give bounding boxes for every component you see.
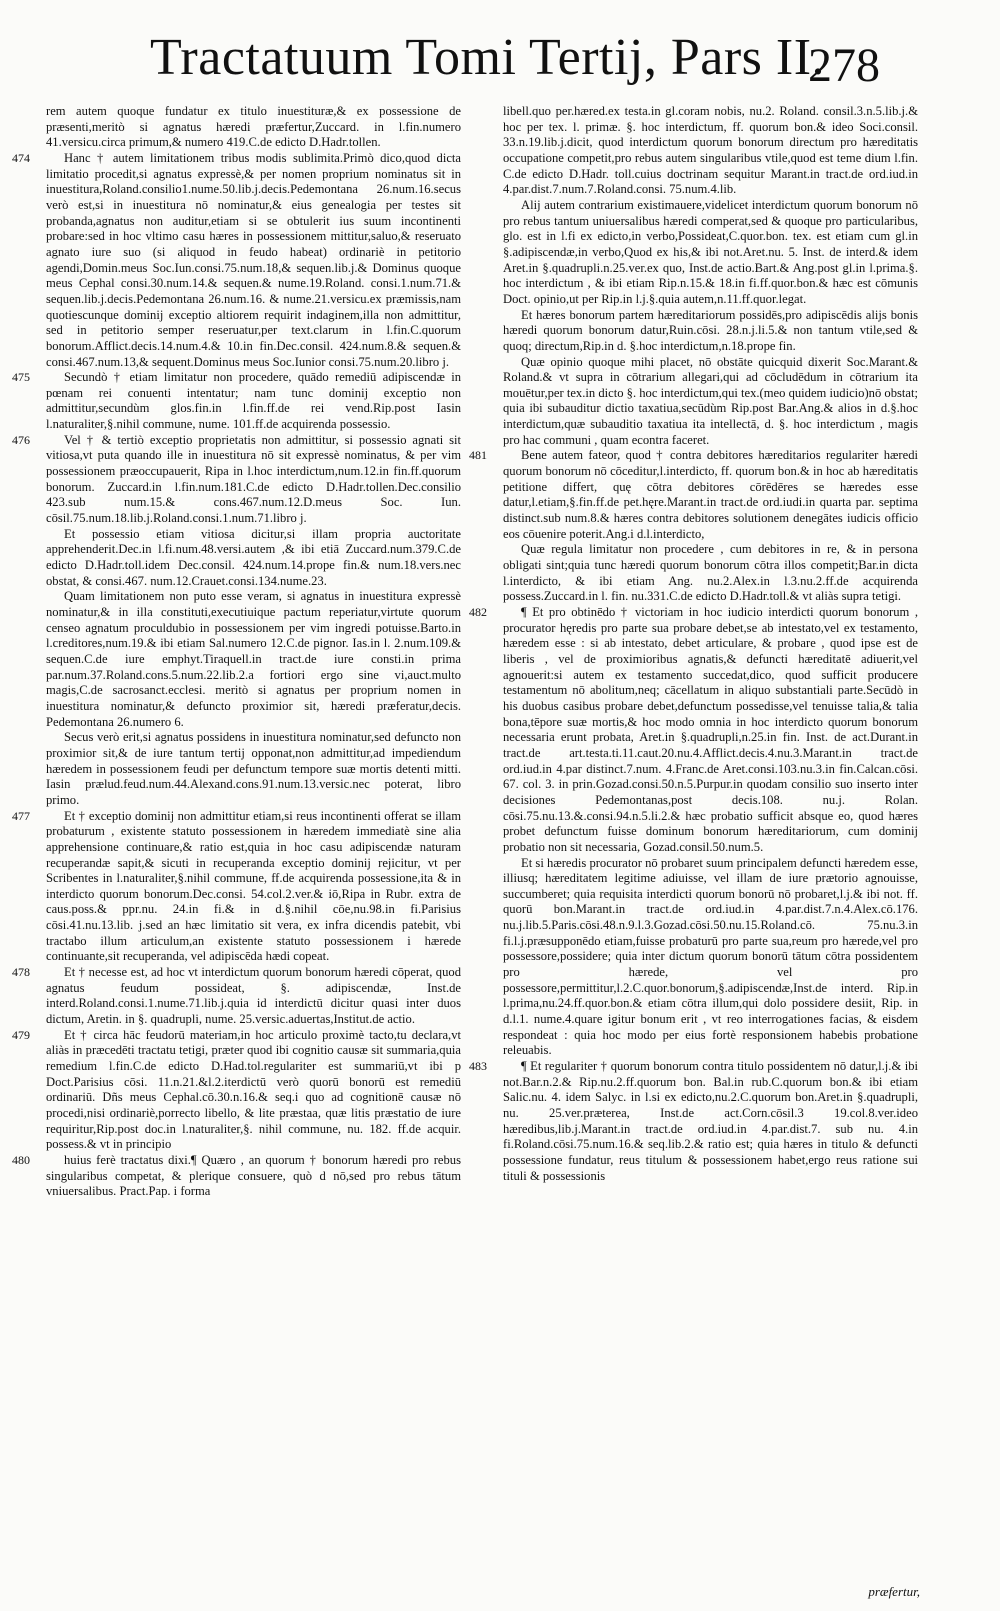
paragraph-text: Et † circa hāc feudorū materiam,in hoc articulo proximè tacto,tu declara,vt aliàs in præcedēti tractatu tetigi, præter quod ibi cognitio causæ sit summaria,quia remedium l.fin.C.de edicto D.Had.tol.regulariter est summariū,vt ibi p Doct.Parisius cōsi. 11.n.21.&l.2.iterdictū verò quorū bonorū est remediū ordinariū. Dñs meus Cephal.cō.30.n.16.& seq.i quo ad cognitionē causæ nō procedi,nisi ordinariè,porrecto libello, & lite præstaa, quæ litis præstatio de iure requiritur,Rip.post doc.in l.naturaliter,§. nihil commune, nu. 182. ff.de acquir. possess.& vt in principio: [46, 1027, 461, 1152]
margin-number: 481: [469, 448, 487, 463]
paragraph-text: Alij autem contrarium existimauere,videlicet interdictum quorum bonorum nō pro rebus tantum uniuersalibus hæredi comperat,sed & quoque pro particularibus, glo. est in l.fi ex edicto,in verbo,Possideat,C.quor.bon. tex. est etiam cum gl.in §.adipiscendæ,in verbo,Quod ex his,& ibi not.Aret.nu. 5. Inst. de interd.& idem Aret.in §.quadrupli.n.25.ver.ex quo, Inst.de actio.Bart.& Ang.post gl.in l.prima.§. hoc interdictum , & ibi etiam Rip.n.15.& 18.in fi.ff.quor.bon.& hæc est cōmunis Doct. opinio,ut per Rip.in l.j.§.quia autem,n.11.ff.quor.legat.: [503, 197, 918, 306]
paragraph-text: rem autem quoque fundatur ex titulo inuestituræ,& ex possessione de præsenti,meritò si agnatus hæredi præfertur,Zuccard. in l.fin.numero 41.versicu.circa primum,& numero 419.C.de edicto D.Hadr.tollen.: [46, 104, 461, 150]
paragraph-text: huius ferè tractatus dixi.¶ Quæro , an quorum † bonorum hæredi pro rebus singularibus competat, & plerique consuere, quò d nō,sed pro rebus tātum vniuersalibus. Pract.Pap. i forma: [46, 1152, 461, 1199]
paragraph-text: Hanc † autem limitationem tribus modis sublimita.Primò dico,quod dicta limitatio procedit,si agnatus expressè,& per nomen proprium nominatus sit in inuestitura,Roland.consilio1.nume.50.lib.j.decis.Pedemontana 26.num.16.secus verò est,si in inuestitura nō nominatur,& eius genealogia per testes sit probanda,agnatus non auditur,etiam si se obtulerit ius suum incontinenti probare:sed in hoc vltimo casu hæres in possessionem mittitur,saluo,& reseruato agnato iure suo (si aliquod in feudo habeat) ordinariè in petitorio agendi,Domin.meus Soc.Iun.consi.75.num.18,& sequen.lib.j.& Dominus quoque meus Cephal consi.30.num.14.& sequen.& nume.19.Roland. consi.1.num.71.& sequen.lib.j.decis.Pedemontana 26.num.16. & nume.21.versicu.ex præmissis,nam quotiescunque dominij exceptio altiorem requirit indaginem,illa non admittitur, sed in petitorio semper reseruatur,per text.clarum in l.fin.C.quorum bonorum.Afflict.decis.14.num.4.& 10.in fin.Dec.consil. 424.num.8.& sequen.& consi.467.num.13,& sequent.Dominus meus Soc.Iunior consi.75.num.20.libro j.: [46, 150, 461, 369]
paragraph-text: Bene autem fateor, quod † contra debitores hæreditarios regulariter hæredi quorum bonorum nō cōceditur,l.interdicto, ff. quorum bon.& in hoc ab hæreditatis petitione differt, quę cōtra debitores cōrēdēres se hæredes esse datur,l.etiam,§.fin.ff.de pet.hęre.Marant.in tract.de ord.iudi.in quarta par. septima distinct.sub num.8.& hæres contra debitores solutionem denegātes iudicis officio eos cōuenire poterit.Ang.i d.l.interdicto,: [503, 448, 918, 541]
paragraph-text: Quæ regula limitatur non procedere , cum debitores in re, & in persona obligati sint;quia tunc hæredi quorum bonorum cōtra illos competit;Bar.in dicta l.interdicto, & ibi etiam Ang. nu.2.Alex.in l.3.nu.2.ff.de acquirenda possess.Zuccard.in l. fin. nu.331.C.de edicto D.Hadr.toll.& vt aliàs supra tetigi.: [503, 542, 918, 604]
paragraph: [503, 355, 918, 449]
paragraph: [503, 308, 918, 355]
margin-number: 483: [469, 1059, 487, 1074]
paragraph: [503, 104, 918, 198]
paragraph-text: Et † exceptio dominij non admittitur etiam,si reus incontinenti offerat se illam probaturum , existente statuto possessionem in hæredem immediatè sine alia apprehensione continuare,& ratio est,quia in hoc casu adipiscendæ naturam recuperandæ sapit,& sicuti in recuperanda exceptio dominij rejicitur, vt per Scribentes in l.naturaliter,§.nihil commune, ff.de acquirenda possessione,ita & in interdicto quorum bonorum.Dec.consi. 54.col.2.ver.& iō,Ripa in Rubr. extra de caus.poss.& ppr.nu. 24.in fi.& in d.§.nihil cōe,nu.98.in fi.Parisius cōsi.41.nu.13.lib. j.sed an hæc limitatio sit vera, ex infra dicendis patebit, vbi tractabo illum articulum,an existente statuto possessionem i hærede continuante,sit recuperanda, vel adipiscēda hædi copeat.: [46, 808, 461, 964]
paragraph-text: Et hæres bonorum partem hæreditariorum possidēs,pro adipiscēdis alijs bonis hæredi quorum bonorum datur,Ruin.cōsi. 28.n.j.li.5.& non tantum vtile,sed & quoq; directum,Rip.in d. §.hoc interdictum,n.18.prope fin.: [503, 307, 918, 353]
margin-number: 475: [12, 370, 30, 385]
left-column: [12, 104, 461, 1200]
margin-number: 478: [12, 965, 30, 980]
paragraph: [12, 808, 461, 966]
margin-number: 480: [12, 1152, 30, 1167]
paragraph-text: Et possessio etiam vitiosa dicitur,si illam propria auctoritate apprehenderit.Dec.in l.fi.num.48.versi.autem ,& ibi etiā Zuccard.num.379.C.de edicto D.Hadr.toll.idem Dec.consil. 424.num.14.prope fin.& num.18.vers.nec obstat, & consi.467. num.12.Crauet.consi.134.nume.23.: [46, 526, 461, 588]
right-column: [469, 104, 918, 1184]
paragraph: [12, 150, 461, 370]
paragraph: [503, 542, 918, 605]
paragraph: [46, 104, 461, 151]
paragraph: [469, 605, 918, 856]
paragraph: [46, 527, 461, 590]
paragraph: [12, 1152, 461, 1200]
margin-number: 474: [12, 150, 30, 165]
paragraph: [12, 370, 461, 433]
page-header: [0, 28, 1000, 108]
paragraph: [12, 1027, 461, 1153]
running-title: Tractatuum Tomi Tertij, Pars II.: [150, 29, 826, 86]
paragraph-text: ¶ Et pro obtinēdo † victoriam in hoc iudicio interdicti quorum bonorum , procurator hęredis pro parte sua probare debet,se ab intestato,vel ex testamento, hæredem esse : si ab intestato, debet articulare, & probare , quod ipse est de liberis , vel de proximioribus agnatis,& defuncti hæreditatē adiuerit,vel agnouerit:si autem ex testamento succedat,dico, quod sufficit producere testamentum nō abolitum,neq; cācellatum in aliquo substantiali parte.Secūdò in his duobus casibus probare debet,defunctum possedisse,vel tenuisse talia,& talia bona,tēpore suæ mortis,& hoc modo omnia in hoc interdicto quorum bonorum necessaria erunt probata, Aret.in §.quadrupli,n.25.in fin. Inst. de act.Durant.in tract.de art.testa.ti.11.caut.20.nu.4.Afflict.decis.4.nu.3.Marant.in tract.de ord.iud.in 4.par distinct.7.num. 4.Franc.de Aret.consi.103.nu.3.in fin.Calcan.cōsi. 67. col. 3. in prin.Gozad.consi.50.n.5.Purpur.in quodam consilio suo inserto inter decisiones Pedemontanas,post decis.108. nu.j. Rolan. cōsi.75.nu.13.&.consi.94.n.5.li.2.& hæc probatio sufficit absque eo, quod hæres probet defunctum fuisse dominum bonorum hæreditariorum, cum dominij probatio non sit necessaria, Gozad.consil.50.num.5.: [503, 605, 918, 854]
folio-number: 278: [808, 39, 880, 92]
paragraph: [469, 448, 918, 542]
paragraph: [46, 730, 461, 808]
margin-number: 477: [12, 808, 30, 823]
paragraph: [12, 965, 461, 1028]
paragraph: [46, 589, 461, 730]
margin-number: 476: [12, 432, 30, 447]
paragraph-text: ¶ Et regulariter † quorum bonorum contra titulo possidentem nō datur,l.j.& ibi not.Bar.n.2.& Rip.nu.2.ff.quorum bon. Bal.in rub.C.quorum bon.& ibi etiam Salic.nu. 4. idem Salyc. in l.si ex edicto,nu.2.C.quorum bon.Aret.in §.quadrupli, nu. 25.ver.præterea, Inst.de act.Corn.cōsil.3 19.col.8.ver.ideo hæredibus,lib.j.Marant.in tract.de ord.iud.in 4.par.dist.7. sub nu. 4.in fi.Roland.cōsi.75.num.16.& seq.lib.2.& ratio est; quia hæres in titulo & defuncti possessione fundatur, reus titulum & possessionem habet,ergo reus ratione sui tituli & possessionis: [503, 1059, 918, 1183]
paragraph: [469, 1059, 918, 1184]
margin-number: 482: [469, 605, 487, 619]
paragraph-text: libell.quo per.hæred.ex testa.in gl.coram nobis, nu.2. Roland. consil.3.n.5.lib.j.& hoc per tex. l. primæ. §. hoc interdictum, ff. quorum bon.& ideo Soci.consil. 33.n.19.lib.j.dicit, quod interdictum quorum bonorum directum pro hæreditatis occupatione competit,pro rebus autem singularibus vtile,quod est teme dium l.fin. C.de edicto D.Hadr. toll.cuius doctrinam sequitur Marant.in tract.de ord.iud.in 4.par.dist.7.num.7.Roland.consi. 75.num.4.lib.: [503, 104, 918, 197]
paragraph-text: Quam limitationem non puto esse veram, si agnatus in inuestitura expressè nominatur,& in illa constituti,executiuique pactum reperiatur,virtute quorum censeo agnatum proculdubio in possessionem per vim ingredi potuisse.Barto.in l.creditores,num.19.& ibi etiam Sal.numero 12.C.de pignor. Ias.in l. 2.num.109.& sequen.C.de iure emphyt.Tiraquell.in tract.de iure consti.in prima par.num.37.Roland.cons.5.num.22.lib.2.a fortiori ergo sine vi,auct.multo magis,C.de sacrosanct.ecclesi. meritò si agnatus per proprium nomen in inuestitura nominatur,& defuncto proximior sit, hæredi præferatur,decis. Pedemontana 26.numero 6.: [46, 589, 461, 729]
paragraph: [503, 198, 918, 308]
paragraph: [12, 432, 461, 527]
paragraph: [503, 856, 918, 1060]
catchword: præfertur,: [868, 1584, 920, 1599]
paragraph-text: Secus verò erit,si agnatus possidens in inuestitura nominatur,sed defuncto non proximior sit,& de iure tantum tertij opponat,non admittitur,ad impediendum hæredem in possessionem feudi per defunctum tempore suæ mortis detenti mitti. Iasin prælud.feud.num.44.Alexand.cons.91.num.13.versic.nec poterat, libro primo.: [46, 730, 461, 807]
paragraph-text: Et † necesse est, ad hoc vt interdictum quorum bonorum hæredi cōperat, quod agnatus feudum possideat, §. adipiscendæ, Inst.de interd.Roland.consi.1.nume.71.lib.j.quia id interdictū dicitur quasi inter duos dictum, Aretin. in §. quadrupli, nume. 25.versic.aduertas,Institut.de actio.: [46, 965, 461, 1027]
paragraph-text: Secundò † etiam limitatur non procedere, quādo remediū adipiscendæ in pœnam rei conuenti intentatur; nam tunc dominij exceptio non admittitur,secundùm glos.fin.in l.fin.ff.de rei vend.Rip.post Iasin l.naturaliter,§.nihil commune, nume. 101.ff.de acquirenda possessio.: [46, 370, 461, 432]
paragraph-text: Et si hæredis procurator nō probaret suum principalem defuncti hæredem esse, illiusq; hæreditatem legitime adiuisse, vel illam de iure prætorio agnouisse, succumberet; quia requisita interdicti quorum bonorū nō probaret,l.j.& ibi not. ff. quorū bon.Marant.in tract.de ord.iud.in 4.par.dist.7.n.4.Alex.cō.176. nu.j.lib.5.Paris.cōsi.48.n.9.l.3.Gozad.cōsi.50.nu.15.Roland.cō. 75.nu.3.in fi.l.j.præsupponēdo etiam,fuisse probaturū pro parte sua,reum pro hærede,vel pro possessore,possidere; quia inter dictum quorum bonorū tātum cōtra possidentem pro hærede, vel pro possessore,permittitur,l.2.C.quor.bonorum,§.adipiscendæ,Inst.de interd. Rip.in l.prima,nu.24.ff.quor.bon.& etiam cōtra illum,qui dolo possidere desiit, Rip. in d.l.1. nume.4.quare igitur bonum erit , vt reo interrogationes facias, & eisdem respondeat : quia hoc modo per eius fortè responsionem habebis probatione releuabis.: [503, 855, 918, 1058]
paragraph-text: Quæ opinio quoque mihi placet, nō obstāte quicquid dixerit Soc.Marant.& Roland.& vt supra in cōtrarium allegari,qui ad cōcludēdum in cōtrarium ita mouētur,per tex.in dicto §. hoc interdictum,qui tex.(meo quidem iudicio)nō obstat; quia ibi subauditur dictio taxatiua,secūdùm Rip.post Bar.Ang.& alios in d.§.hoc interdictum,quæ subauditio taxatiua ita intellectā, d. §. hoc interdictum , magis pro hac communi , quam econtra faceret.: [503, 354, 918, 447]
margin-number: 479: [12, 1027, 30, 1042]
paragraph-text: Vel † & tertiò exceptio proprietatis non admittitur, si possessio agnati sit vitiosa,vt puta quando ille in inuestitura nō sit expressè nominatus, & per vim possessionem præoccupauerit, Ripa in l.hoc interdictum,num.12.in fin.ff.quorum bonorum. Zuccard.in l.fin.num.181.C.de edicto D.Hadr.tollen.Dec.consilio 423.sub num.15.& cons.467.num.12.D.meus Soc. Iun. cōsil.75.num.18.lib.j.Roland.consi.1.num.71.libro j.: [46, 432, 461, 526]
